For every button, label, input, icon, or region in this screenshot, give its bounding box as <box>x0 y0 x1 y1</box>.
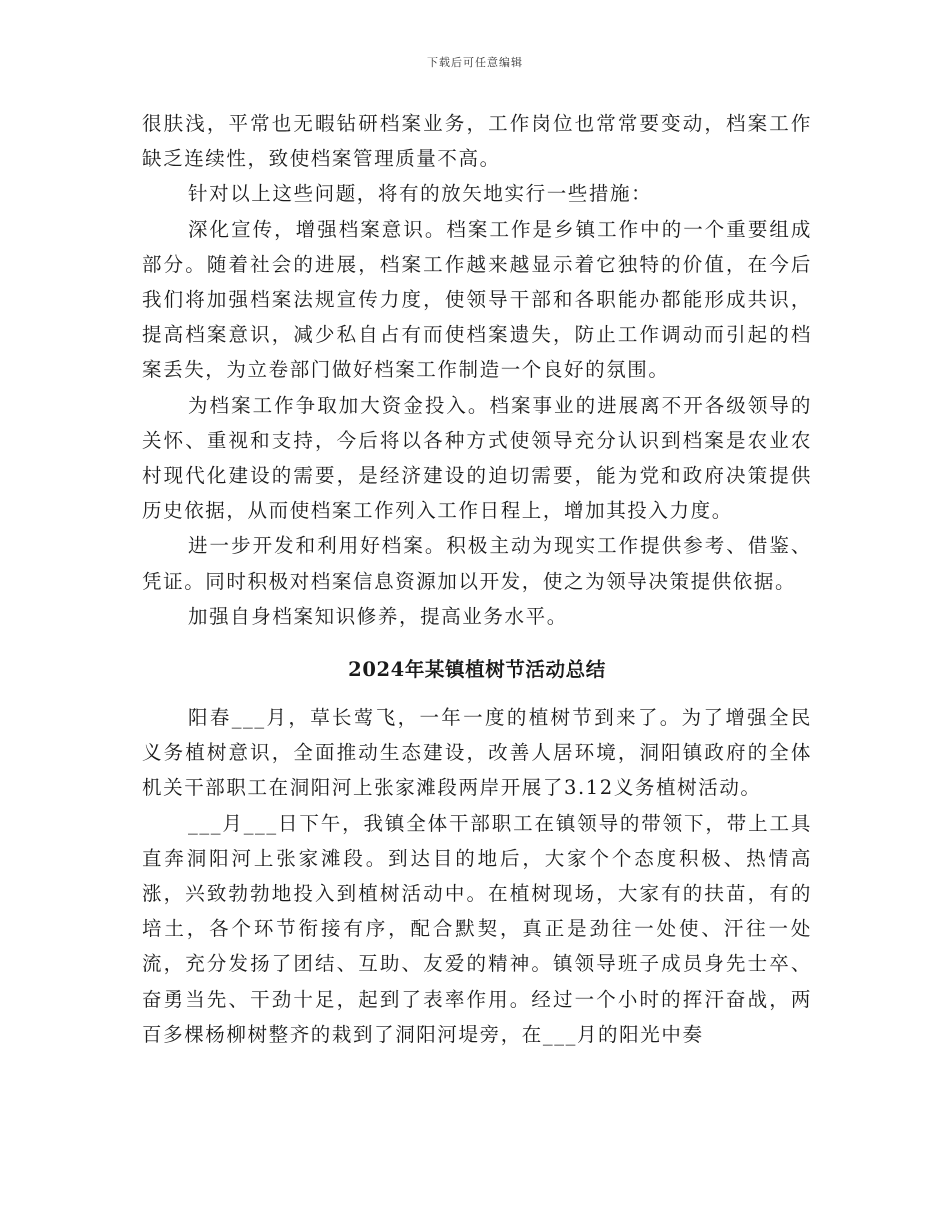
paragraph-utilization: 进一步开发和利用好档案。积极主动为现实工作提供参考、借鉴、凭证。同时积极对档案信息资源加以开发，使之为领导决策提供依据。 <box>142 534 812 593</box>
paragraph-tree-planting-intro: 阳春___月，草长莺飞，一年一度的植树节到来了。为了增强全民义务植树意识，全面推动生态建设，改善人居环境，洞阳镇政府的全体机关干部职工在洞阳河上张家滩段两岸开展了3.12义务植树活动。 <box>142 706 812 800</box>
paragraph-publicity: 深化宣传，增强档案意识。档案工作是乡镇工作中的一个重要组成部分。随着社会的进展，档案工作越来越显示着它独特的价值，在今后我们将加强档案法规宣传力度，使领导干部和各职能办都能形成共识，提高档案意识，减少私自占有而使档案遗失，防止工作调动而引起的档案丢失，为立卷部门做好档案工作制造一个良好的氛围。 <box>142 217 812 382</box>
paragraph-self-improvement: 加强自身档案知识修养，提高业务水平。 <box>188 604 568 628</box>
document-body <box>142 106 812 1052</box>
paragraph-continuation: 很肤浅，平常也无暇钻研档案业务，工作岗位也常常要变动，档案工作缺乏连续性，致使档案管理质量不高。 <box>142 112 812 171</box>
paragraph-tree-planting-activity: ___月___日下午，我镇全体干部职工在镇领导的带领下，带上工具直奔洞阳河上张家滩段。到达目的地后，大家个个态度积极、热情高涨，兴致勃勃地投入到植树活动中。在植树现场，大家有的扶苗，有的培土，各个环节衔接有序，配合默契，真正是劲往一处使、汗往一处流，充分发扬了团结、互助、友爱的精神。镇领导班子成员身先士卒、奋勇当先、干劲十足，起到了表率作用。经过一个小时的挥汗奋战，两百多棵杨柳树整齐的栽到了洞阳河堤旁，在___月的阳光中奏 <box>142 811 812 1046</box>
paragraph-funding: 为档案工作争取加大资金投入。档案事业的进展离不开各级领导的关怀、重视和支持，今后将以各种方式使领导充分认识到档案是农业农村现代化建设的需要，是经济建设的迫切需要，能为党和政府决策提供历史依据，从而使档案工作列入工作日程上，增加其投入力度。 <box>142 393 812 523</box>
page-header: 下载后可任意编辑 <box>427 56 523 69</box>
section-title: 2024年某镇植树节活动总结 <box>348 658 606 682</box>
paragraph-measures-intro: 针对以上这些问题，将有的放矢地实行一些措施： <box>188 182 653 206</box>
